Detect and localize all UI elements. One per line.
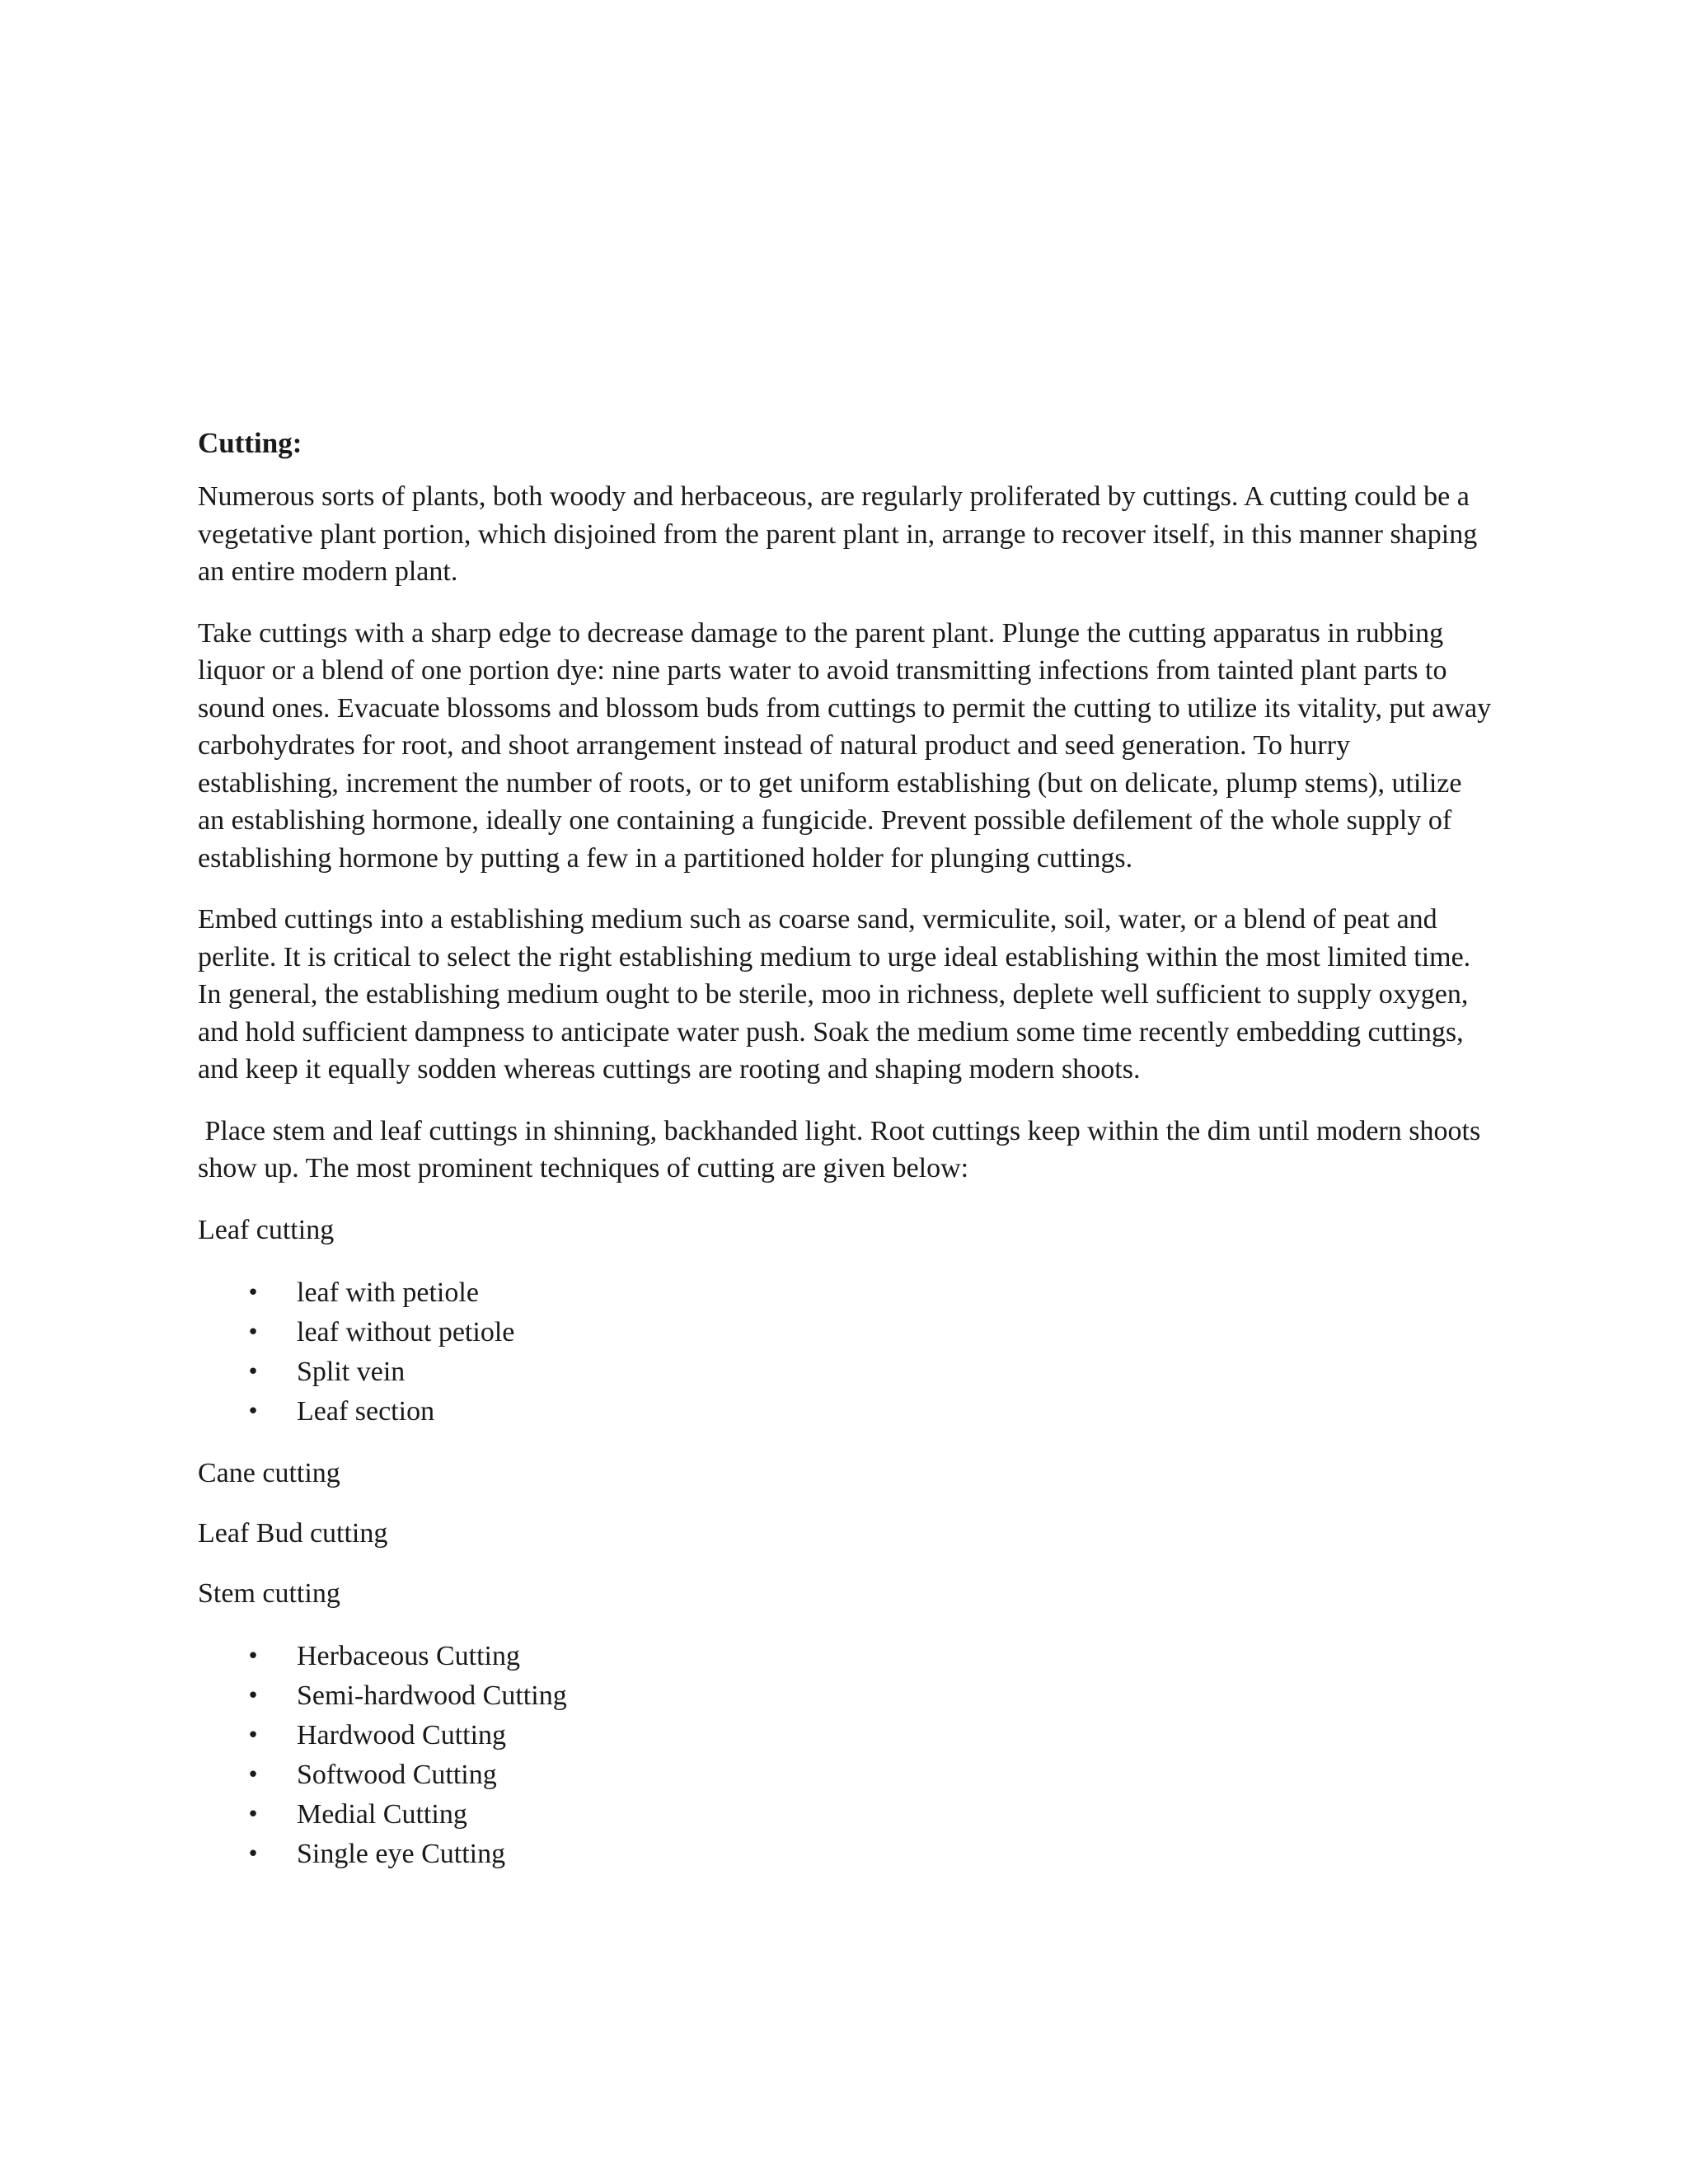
list-item [198,1313,1492,1352]
list-item-text: Softwood Cutting [297,1759,497,1790]
list-item [198,1676,1492,1716]
list-item [198,1352,1492,1392]
bullet-icon: • [246,1762,260,1788]
list-item [198,1755,1492,1795]
bullet-icon: • [246,1683,260,1708]
bullet-icon: • [246,1722,260,1748]
list-item-text: Split vein [297,1356,406,1387]
list-item-text: Leaf section [297,1395,435,1427]
list-item [198,1392,1492,1432]
label-stem-cutting: Stem cutting [198,1577,340,1609]
section-heading: Cutting: [198,427,302,459]
bullet-icon: • [246,1802,260,1827]
list-item-text: Hardwood Cutting [297,1719,507,1750]
list-item-text: leaf with petiole [297,1277,479,1308]
list-item-text: Semi-hardwood Cutting [297,1680,567,1711]
bullet-icon: • [246,1359,260,1385]
label-leaf-cutting: Leaf cutting [198,1214,335,1245]
paragraph-rooting-medium: Embed cuttings into a establishing medium such as coarse sand, vermiculite, soil, water, or a blend of peat and perlite. It is critical to select the right establishing medium to urge ideal establishing within the most limited time. In general, the establishing medium ought to be sterile, moo in richness, deplete well sufficient to supply oxygen, and hold sufficient dampness to anticipate water push. Soak the medium some time recently embedding cuttings, and keep it equally sodden whereas cuttings are rooting and shaping modern shoots. [198,904,1471,1085]
list-item [198,1795,1492,1835]
bullet-icon: • [246,1319,260,1345]
bullet-icon: • [246,1280,260,1305]
list-leaf-cutting [198,1273,1492,1432]
paragraph-taking-cuttings: Take cuttings with a sharp edge to decrease damage to the parent plant. Plunge the cutting apparatus in rubbing liquor or a blend of one portion dye: nine parts water to avoid transmitting infections from tainted plant parts to sound ones. Evacuate blossoms and blossom buds from cuttings to permit the cutting to utilize its vitality, put away carbohydrates for root, and shoot arrangement instead of natural product and seed generation. To hurry establishing, increment the number of roots, or to get uniform establishing (but on delicate, plump stems), utilize an establishing hormone, ideally one containing a fungicide. Prevent possible defilement of the whole supply of establishing hormone by putting a few in a partitioned holder for plunging cuttings. [198,617,1492,874]
paragraph-placement: Place stem and leaf cuttings in shinning, backhanded light. Root cuttings keep within the dim until modern shoots show up. The most prominent techniques of cutting are given below: [198,1115,1488,1183]
list-stem-cutting [198,1637,1492,1874]
list-item-text: leaf without petiole [297,1316,515,1347]
bullet-icon: • [246,1841,260,1867]
document-body [198,424,1492,1897]
bullet-icon: • [246,1399,260,1424]
list-item-text: Single eye Cutting [297,1838,506,1869]
list-item [198,1835,1492,1874]
bullet-icon: • [246,1643,260,1669]
list-item [198,1637,1492,1676]
label-cane-cutting: Cane cutting [198,1457,340,1488]
label-leaf-bud-cutting: Leaf Bud cutting [198,1517,388,1549]
list-item-text: Herbaceous Cutting [297,1640,520,1671]
paragraph-intro: Numerous sorts of plants, both woody and herbaceous, are regularly proliferated by cuttings. A cutting could be a vegetative plant portion, which disjoined from the parent plant in, arrange to recover itself, in this manner shaping an entire modern plant. [198,481,1478,587]
list-item-text: Medial Cutting [297,1798,467,1830]
list-item [198,1716,1492,1755]
list-item [198,1273,1492,1313]
